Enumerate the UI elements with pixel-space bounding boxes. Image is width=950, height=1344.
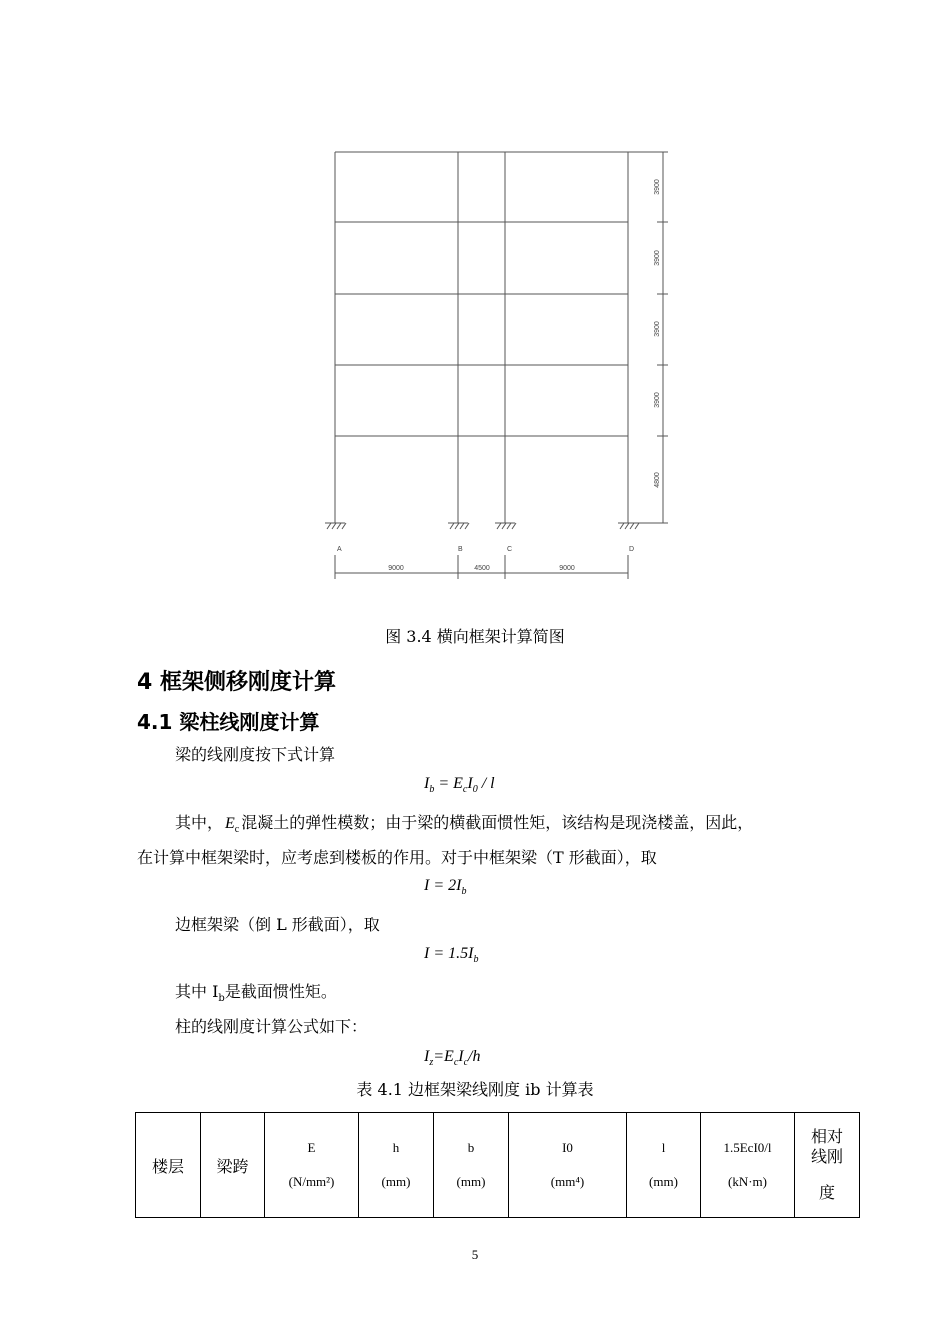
- p2-prefix: 其中，: [175, 813, 224, 832]
- p5-b: 是截面惯性矩。: [224, 982, 337, 1001]
- p2-rest: 混凝土的弹性模数；由于梁的横截面惯性矩，该结构是现浇楼盖，因此，: [241, 813, 754, 832]
- p5-a: 其中 I: [175, 982, 219, 1001]
- th-stiffness: 1.5EcI0/l (kN·m): [701, 1113, 795, 1218]
- th-l: l (mm): [627, 1113, 701, 1218]
- symbol-ec: $E_c$: [225, 815, 240, 836]
- paragraph-2: [175, 813, 753, 840]
- formula-ib: $I_b = E_cI_0 / l$: [424, 775, 495, 796]
- th-e: E (N/mm²): [265, 1113, 359, 1218]
- dim-floor-3: 3900: [654, 321, 661, 337]
- frame-lines: [335, 152, 668, 579]
- paragraph-5: [175, 982, 337, 1009]
- paragraph-3: 在计算中框架梁时，应考虑到楼板的作用。对于中框架梁（T 形截面），取: [137, 848, 657, 867]
- figure-caption: 图 3.4 横向框架计算简图: [385, 627, 565, 646]
- formula-mid-beam: $I = 2I_b$: [424, 877, 467, 898]
- th-h: h (mm): [359, 1113, 434, 1218]
- table-header-row: [136, 1113, 860, 1218]
- dim-floor-2: 3900: [654, 392, 661, 408]
- th-relative: 相对线刚 度: [795, 1113, 860, 1218]
- span-bc: 4500: [474, 565, 490, 572]
- axis-label-c: C: [507, 546, 513, 553]
- frame-diagram: [320, 145, 680, 585]
- paragraph-4: 边框架梁（倒 L 形截面），取: [175, 915, 380, 934]
- p5-sub-b: b: [218, 993, 225, 1005]
- axis-label-a: A: [337, 546, 342, 553]
- formula-edge-beam: $I = 1.5I_b$: [424, 945, 479, 966]
- axis-label-d: D: [629, 546, 635, 553]
- page-number: 5: [471, 1247, 479, 1262]
- th-b: b (mm): [434, 1113, 509, 1218]
- fixed-supports: [325, 523, 639, 529]
- span-cd: 9000: [559, 565, 575, 572]
- dim-floor-5: 3900: [654, 179, 661, 195]
- th-i0: I0 (mm⁴): [509, 1113, 627, 1218]
- dim-floor-1: 4800: [654, 472, 661, 488]
- paragraph-1: 梁的线刚度按下式计算: [175, 745, 336, 764]
- paragraph-6: 柱的线刚度计算公式如下：: [175, 1017, 368, 1036]
- axis-label-b: B: [458, 546, 463, 553]
- th-span: 梁跨: [201, 1113, 265, 1218]
- span-ab: 9000: [388, 565, 404, 572]
- dim-floor-4: 3900: [654, 250, 661, 266]
- section-heading: 4 框架侧移刚度计算: [137, 670, 336, 695]
- subsection-heading: 4.1 梁柱线刚度计算: [137, 710, 320, 734]
- th-floor: 楼层: [136, 1113, 201, 1218]
- formula-iz: $I_z=E_cI_c/h$: [424, 1048, 481, 1069]
- stiffness-table: [135, 1112, 860, 1218]
- table-caption: 表 4.1 边框架梁线刚度 ib 计算表: [356, 1080, 594, 1099]
